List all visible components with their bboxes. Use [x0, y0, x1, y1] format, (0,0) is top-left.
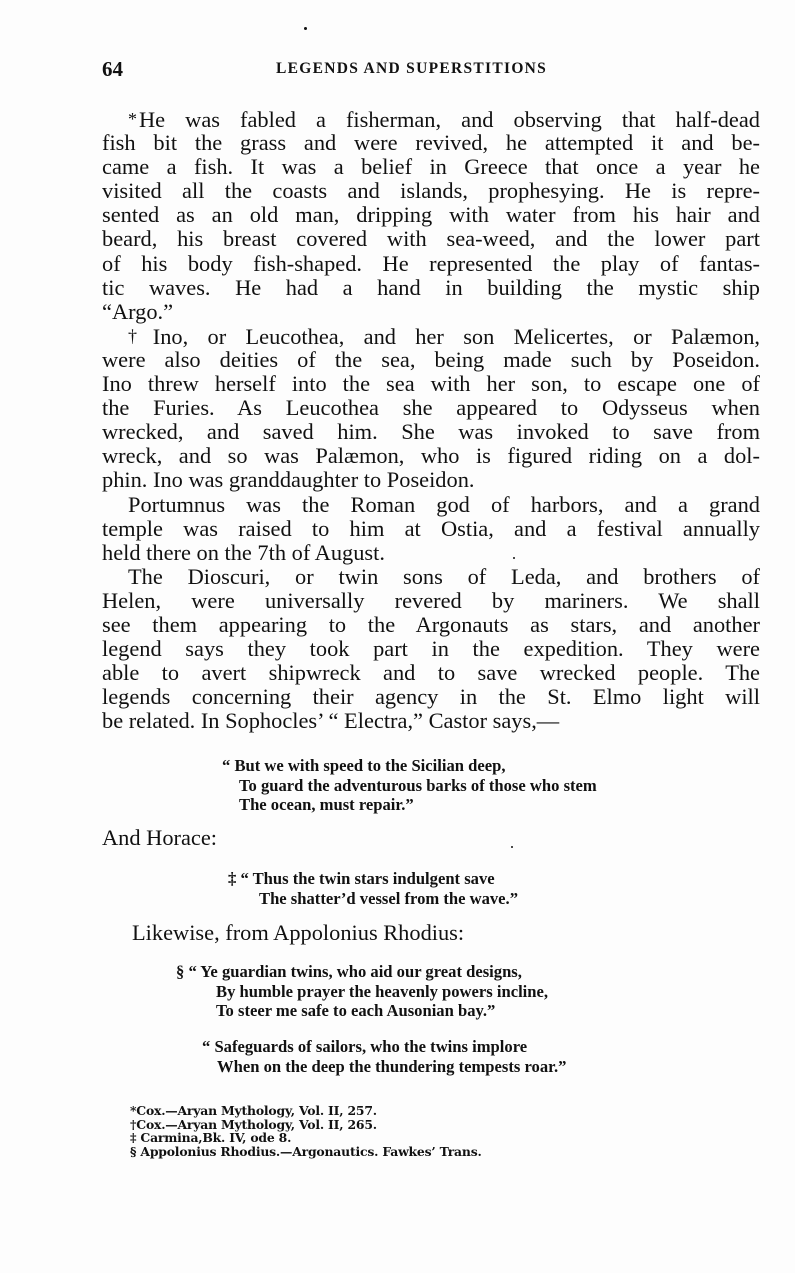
footnote: *Cox.—Aryan Mythology, Vol. II, 257. — [130, 1103, 377, 1118]
text-line: *He was fabled a fisherman, and observing that half-dead — [128, 107, 760, 132]
verse-line: The shatter’d vessel from the wave.” — [259, 888, 518, 908]
footnote-mark: † — [130, 1116, 137, 1132]
text-line: held there on the 7th of August. — [102, 539, 385, 565]
verse-line: § “ Ye guardian twins, who aid our great designs, — [176, 962, 522, 981]
text-line: fish bit the grass and were revived, he attempted it and be- — [102, 130, 760, 156]
body-text — [102, 107, 760, 733]
footnote-mark-dagger: † — [128, 325, 151, 346]
verse-line: To steer me safe to each Ausonian bay.” — [216, 1001, 496, 1020]
text-line: the Furies. As Leucothea she appeared to Odysseus when — [102, 395, 760, 421]
text-line: Portumnus was the Roman god of harbors, and a grand — [128, 491, 760, 517]
text-line: Helen, were universally revered by mariners. We shall — [102, 587, 760, 613]
page-number: 64 — [102, 57, 123, 81]
verse-line: The ocean, must repair.” — [239, 795, 414, 814]
text-line: legend says they took part in the expedition. They were — [102, 636, 760, 662]
text-line: beard, his breast covered with sea-weed, and the lower part — [102, 226, 760, 252]
footnote: § Appolonius Rhodius.—Argonautics. Fawkes’ Trans. — [130, 1143, 482, 1159]
horace-quote — [228, 869, 518, 908]
horace-intro: And Horace: — [102, 825, 218, 850]
footnote: †Cox.—Aryan Mythology, Vol. II, 265. — [130, 1116, 377, 1132]
sophocles-quote — [222, 756, 597, 815]
text-line: able to avert shipwreck and to save wrecked people. The — [102, 660, 760, 686]
footnote-mark: * — [130, 1103, 137, 1118]
footnote-mark-section: § — [176, 962, 185, 981]
verse-line: “ Safeguards of sailors, who the twins implore — [202, 1037, 528, 1056]
verse-line: To guard the adventurous barks of those who stem — [239, 775, 597, 795]
footnotes — [130, 1104, 482, 1158]
apollonius-intro: Likewise, from Appolonius Rhodius: — [132, 920, 465, 945]
verse-line: “ But we with speed to the Sicilian deep, — [222, 756, 506, 775]
text-line: Ino threw herself into the sea with her son, to escape one of — [102, 371, 760, 397]
text-line: The Dioscuri, or twin sons of Leda, and brothers of — [128, 563, 760, 589]
text-line: †Ino, or Leucothea, and her son Melicertes, or Palæmon, — [128, 323, 760, 349]
scan-speck — [304, 27, 307, 30]
footnote-mark-double-dagger: ‡ — [228, 869, 237, 888]
text-line: visited all the coasts and islands, prophesying. He is repre- — [102, 178, 760, 204]
apollonius-quote-1 — [176, 962, 548, 1021]
text-line: wreck, and so was Palæmon, who is figured riding on a dol- — [102, 443, 760, 469]
verse-line: By humble prayer the heavenly powers incline, — [216, 981, 549, 1001]
text-line: tic waves. He had a hand in building the mystic ship — [102, 274, 760, 300]
running-head — [102, 57, 760, 81]
verse-line: When on the deep the thundering tempests roar.” — [217, 1056, 567, 1076]
apollonius-quote-2 — [202, 1037, 566, 1076]
text-line: wrecked, and saved him. She was invoked to save from — [102, 419, 760, 445]
text-line: phin. Ino was granddaughter to Poseidon. — [102, 467, 475, 493]
text-line: legends concerning their agency in the St. Elmo light will — [102, 684, 760, 710]
footnote-mark-asterisk: * — [128, 109, 137, 129]
text-line: of his body fish-shaped. He represented the play of fantas- — [102, 250, 760, 276]
footnote-mark: § — [130, 1143, 137, 1159]
footnote-mark: ‡ — [130, 1130, 137, 1146]
text-line: be related. In Sophocles’ “ Electra,” Castor says,— — [102, 708, 560, 734]
scan-speck — [511, 846, 513, 848]
text-line: sented as an old man, dripping with water from his hair and — [102, 202, 760, 228]
text-line: “Argo.” — [102, 298, 174, 324]
text-line: came a fish. It was a belief in Greece that once a year he — [102, 154, 760, 180]
text-line: were also deities of the sea, being made such by Poseidon. — [102, 346, 760, 372]
running-title: LEGENDS AND SUPERSTITIONS — [276, 60, 548, 77]
text-line: temple was raised to him at Ostia, and a festival annually — [102, 515, 760, 541]
text-line: see them appearing to the Argonauts as stars, and another — [102, 611, 760, 637]
footnote: ‡ Carmina,Bk. IV, ode 8. — [130, 1130, 292, 1146]
verse-line: ‡ “ Thus the twin stars indulgent save — [228, 869, 495, 888]
